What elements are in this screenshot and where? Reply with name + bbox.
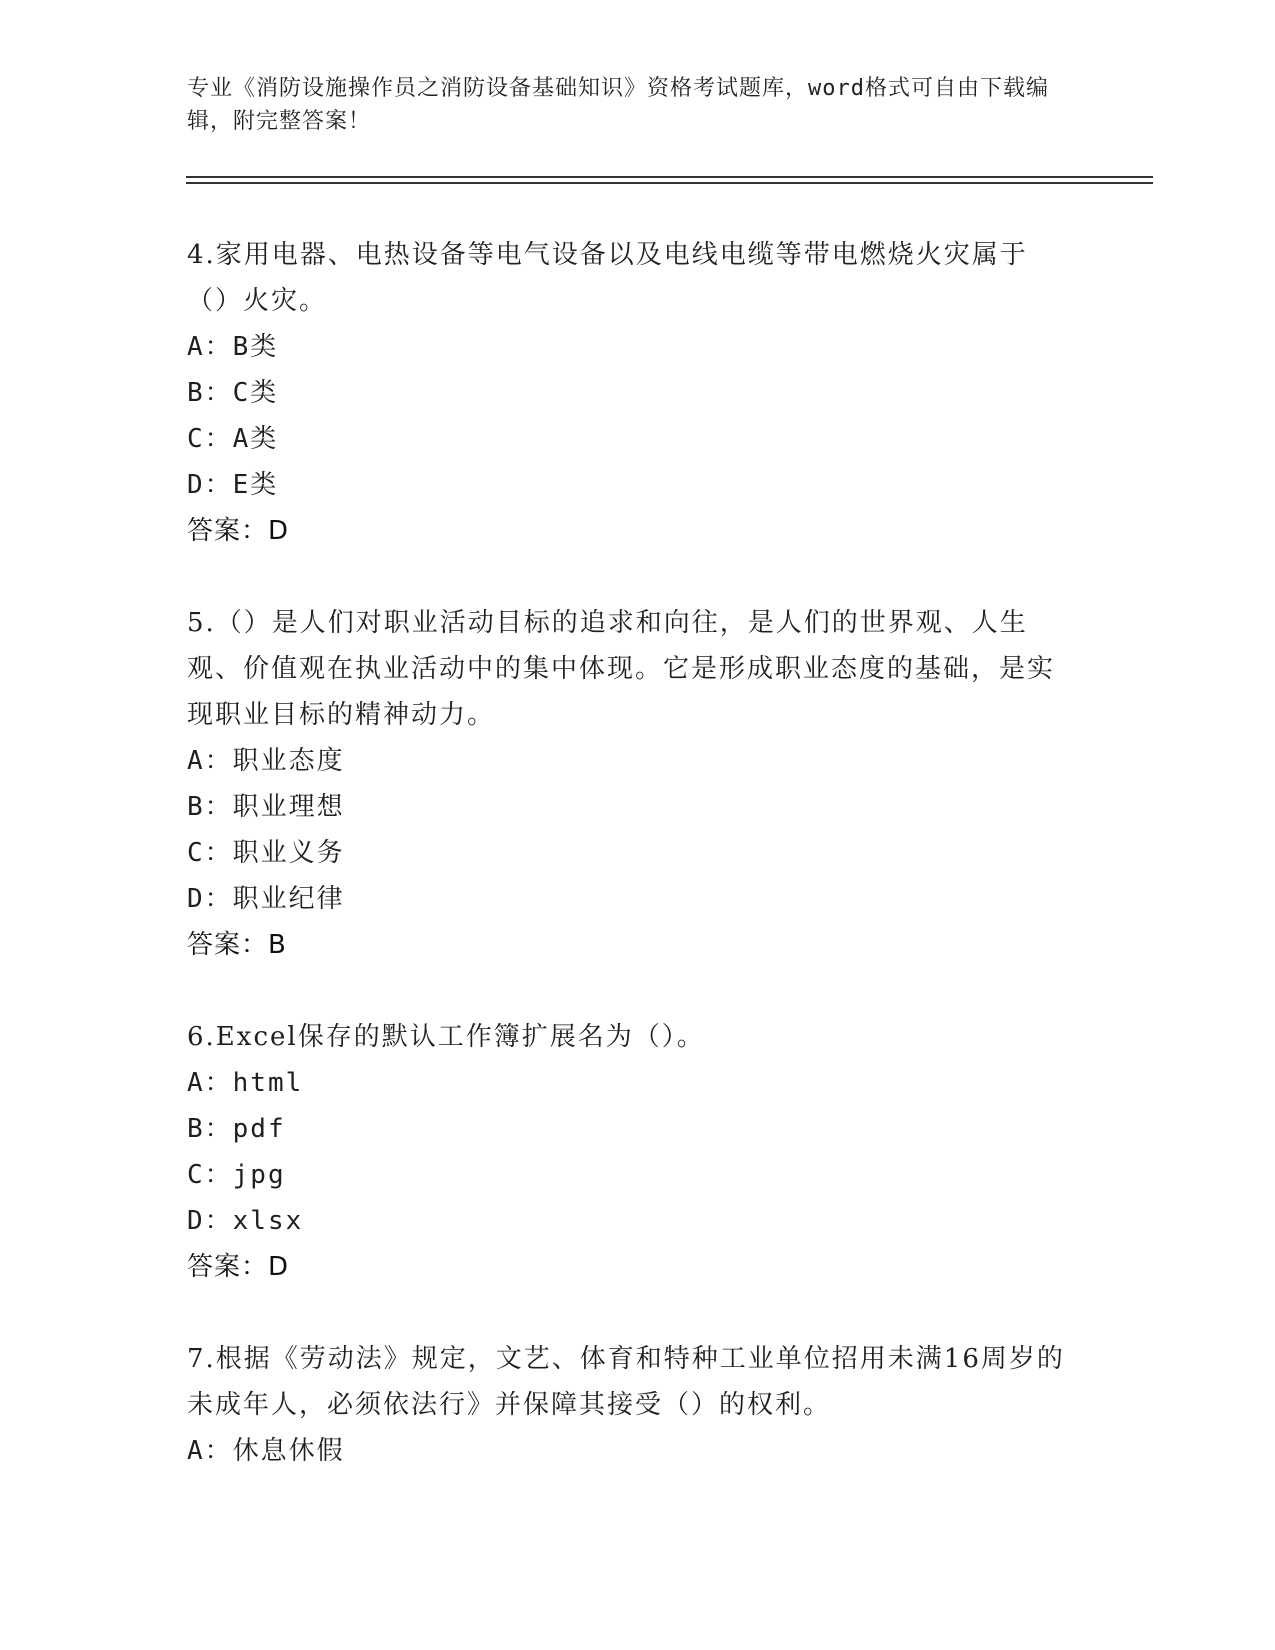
option-a: A：html — [187, 1068, 304, 1098]
option-d: D：E类 — [187, 470, 279, 500]
answer-line: 答案：D — [187, 516, 290, 546]
option-b: B：职业理想 — [187, 792, 345, 822]
question-4 — [187, 232, 1067, 554]
document-header: 专业《消防设施操作员之消防设备基础知识》资格考试题库，word格式可自由下载编辑，附完整答案！ — [187, 76, 1049, 134]
question-7 — [187, 1336, 1067, 1474]
option-a: A：休息休假 — [187, 1436, 345, 1466]
header-divider-bottom — [186, 182, 1153, 184]
question-stem: 4.家用电器、电热设备等电气设备以及电线电缆等带电燃烧火灾属于（）火灾。 — [187, 240, 1028, 316]
question-stem: 5.（）是人们对职业活动目标的追求和向往，是人们的世界观、人生观、价值观在执业活动中的集中体现。它是形成职业态度的基础，是实现职业目标的精神动力。 — [187, 608, 1056, 730]
option-a: A：职业态度 — [187, 746, 345, 776]
option-b: B：pdf — [187, 1114, 286, 1144]
option-b: B：C类 — [187, 378, 279, 408]
question-6 — [187, 1014, 1067, 1290]
option-c: C：jpg — [187, 1160, 286, 1190]
question-stem: 7.根据《劳动法》规定，文艺、体育和特种工业单位招用未满16周岁的未成年人，必须依法行》并保障其接受（）的权利。 — [187, 1344, 1065, 1420]
answer-line: 答案：B — [187, 930, 287, 960]
question-list — [187, 232, 1067, 1520]
option-d: D：职业纪律 — [187, 884, 345, 914]
option-c: C：A类 — [187, 424, 279, 454]
option-a: A：B类 — [187, 332, 279, 362]
answer-line: 答案：D — [187, 1252, 290, 1282]
question-stem: 6.Excel保存的默认工作簿扩展名为（）。 — [187, 1022, 705, 1052]
header-divider-top — [186, 176, 1153, 178]
option-c: C：职业义务 — [187, 838, 345, 868]
option-d: D：xlsx — [187, 1206, 304, 1236]
question-5 — [187, 600, 1067, 968]
